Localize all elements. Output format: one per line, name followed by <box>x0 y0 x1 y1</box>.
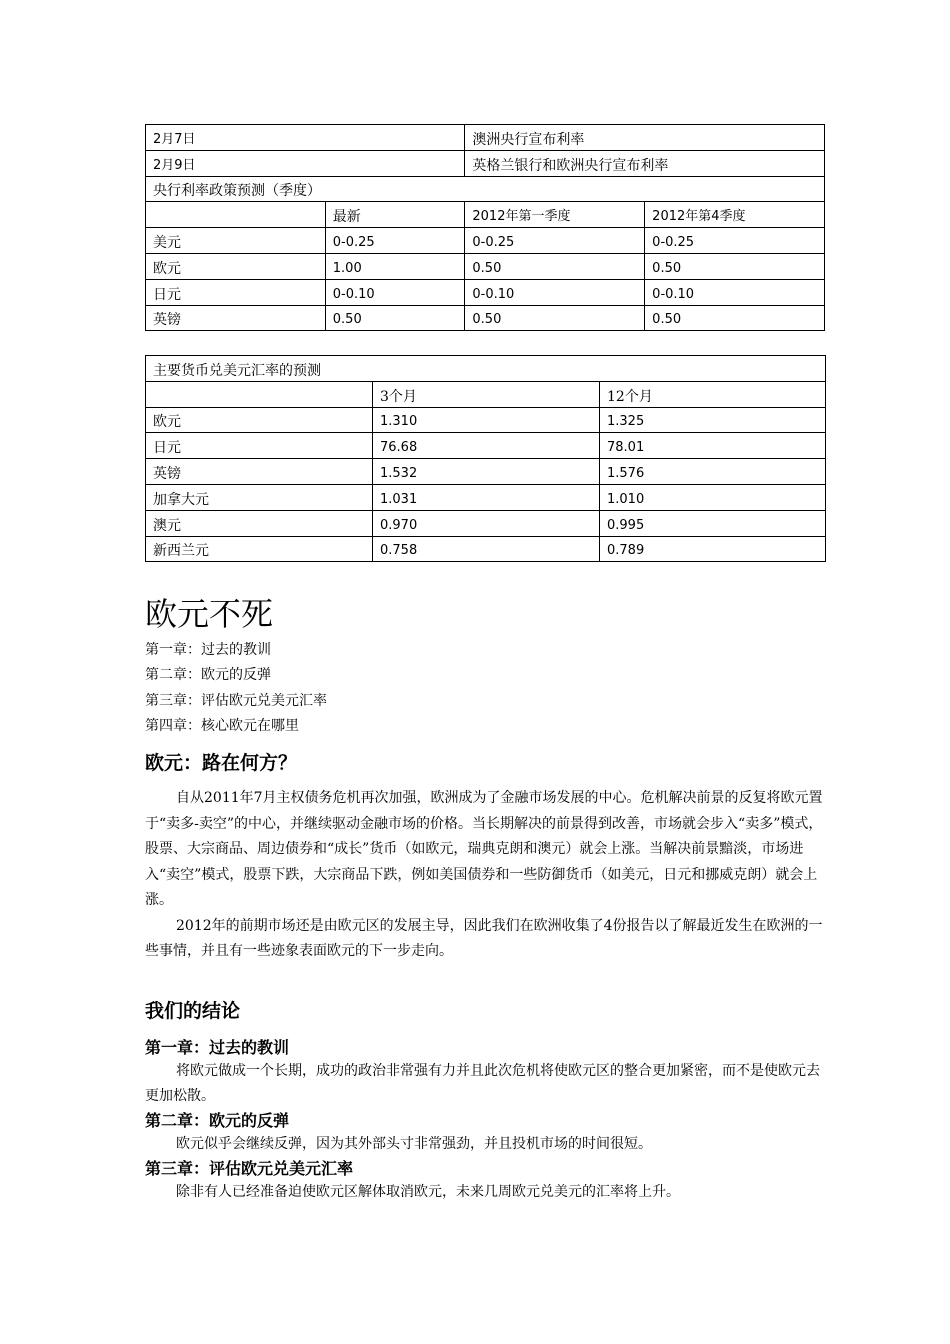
conclusions-heading: 我们的结论 <box>145 1000 241 1022</box>
table-row <box>146 484 826 510</box>
table-row <box>146 433 826 459</box>
intro-section <box>145 786 825 965</box>
page-title: 欧元不死 <box>145 595 274 633</box>
column-header: 2012年第4季度 <box>645 202 825 228</box>
chapter-heading: 第一章：过去的教训 <box>145 1038 290 1057</box>
table-cell: 0.758 <box>373 536 600 562</box>
section-heading: 欧元：路在何方？ <box>145 752 298 774</box>
table-row <box>146 228 825 254</box>
event-date: 2月9日 <box>146 150 465 176</box>
column-header: 最新 <box>325 202 465 228</box>
column-header <box>146 381 373 407</box>
table-row <box>146 510 826 536</box>
table-cell: 0.995 <box>600 510 826 536</box>
table-row <box>146 125 825 151</box>
table-cell: 0-0.25 <box>325 228 465 254</box>
table-cell: 0-0.25 <box>465 228 645 254</box>
table-cell: 0-0.10 <box>465 279 645 305</box>
column-header <box>146 202 326 228</box>
table-row <box>146 536 826 562</box>
table-row <box>146 279 825 305</box>
paragraph: 2012年的前期市场还是由欧元区的发展主导，因此我们在欧洲收集了4份报告以了解最近发生在欧洲的一些事情，并且有一些迹象表面欧元的下一步走向。 <box>145 917 823 959</box>
currency-name: 新西兰元 <box>146 536 373 562</box>
toc-item: 第四章：核心欧元在哪里 <box>145 717 299 734</box>
currency-name: 日元 <box>146 279 326 305</box>
currency-name: 英镑 <box>146 305 326 331</box>
event-description: 英格兰银行和欧洲央行宣布利率 <box>465 150 825 176</box>
currency-name: 欧元 <box>146 253 326 279</box>
currency-name: 英镑 <box>146 459 373 485</box>
currency-name: 澳元 <box>146 510 373 536</box>
chapter-text: 欧元似乎会继续反弹，因为其外部头寸非常强劲，并且投机市场的时间很短。 <box>176 1136 652 1152</box>
table-row <box>146 459 826 485</box>
currency-name: 欧元 <box>146 407 373 433</box>
conclusions-section <box>145 1036 825 1205</box>
chapter-heading: 第二章：欧元的反弹 <box>145 1111 290 1130</box>
table-cell: 0.50 <box>465 253 645 279</box>
central-bank-table <box>145 124 825 331</box>
table-cell: 76.68 <box>373 433 600 459</box>
table-cell: 78.01 <box>600 433 826 459</box>
fx-table-title: 主要货币兑美元汇率的预测 <box>146 356 826 382</box>
table-title-row <box>146 176 825 202</box>
table-row <box>146 305 825 331</box>
policy-table-title: 央行利率政策预测（季度） <box>146 176 825 202</box>
toc-item: 第一章：过去的教训 <box>145 642 271 658</box>
table-cell: 1.310 <box>373 407 600 433</box>
table-cell: 0.50 <box>465 305 645 331</box>
currency-name: 美元 <box>146 228 326 254</box>
table-cell: 1.576 <box>600 459 826 485</box>
table-cell: 0-0.25 <box>645 228 825 254</box>
column-header: 2012年第一季度 <box>465 202 645 228</box>
table-of-contents <box>145 638 825 739</box>
table-row <box>146 253 825 279</box>
table-title-row <box>146 356 826 382</box>
toc-item: 第二章：欧元的反弹 <box>145 667 271 684</box>
event-date: 2月7日 <box>146 125 465 151</box>
table-cell: 0.970 <box>373 510 600 536</box>
table-row <box>146 407 826 433</box>
currency-name: 日元 <box>146 433 373 459</box>
table-cell: 1.031 <box>373 484 600 510</box>
table-cell: 1.010 <box>600 484 826 510</box>
table-row <box>146 150 825 176</box>
table-header-row <box>146 381 826 407</box>
table-cell: 0-0.10 <box>645 279 825 305</box>
table-cell: 1.532 <box>373 459 600 485</box>
table-cell: 0.50 <box>325 305 465 331</box>
currency-name: 加拿大元 <box>146 484 373 510</box>
table-header-row <box>146 202 825 228</box>
column-header: 3个月 <box>373 381 600 407</box>
table-cell: 1.325 <box>600 407 826 433</box>
paragraph: 自从2011年7月主权债务危机再次加强，欧洲成为了金融市场发展的中心。危机解决前景的反复将欧元置于“卖多-卖空”的中心，并继续驱动金融市场的价格。当长期解决的前景得到改善，市场就会步入“卖多”模式，股票、大宗商品、周边债券和“成长”货币（如欧元，瑞典克朗和澳元）就会上涨。当解决前景黯淡，市场进入“卖空”模式，股票下跌，大宗商品下跌，例如美国债券和一些防御货币（如美元，日元和挪威克朗）就会上涨。 <box>145 790 823 908</box>
column-header: 12个月 <box>600 381 826 407</box>
table-cell: 0.50 <box>645 305 825 331</box>
chapter-heading: 第三章：评估欧元兑美元汇率 <box>145 1159 354 1178</box>
table-cell: 0-0.10 <box>325 279 465 305</box>
chapter-text: 除非有人已经准备迫使欧元区解体取消欧元，未来几周欧元兑美元的汇率将上升。 <box>176 1184 680 1200</box>
table-cell: 0.50 <box>645 253 825 279</box>
event-description: 澳洲央行宣布利率 <box>465 125 825 151</box>
table-cell: 1.00 <box>325 253 465 279</box>
fx-forecast-table <box>145 355 826 562</box>
chapter-text: 将欧元做成一个长期，成功的政治非常强有力并且此次危机将使欧元区的整合更加紧密，而不是使欧元去更加松散。 <box>145 1063 820 1104</box>
toc-item: 第三章：评估欧元兑美元汇率 <box>145 692 327 709</box>
table-cell: 0.789 <box>600 536 826 562</box>
